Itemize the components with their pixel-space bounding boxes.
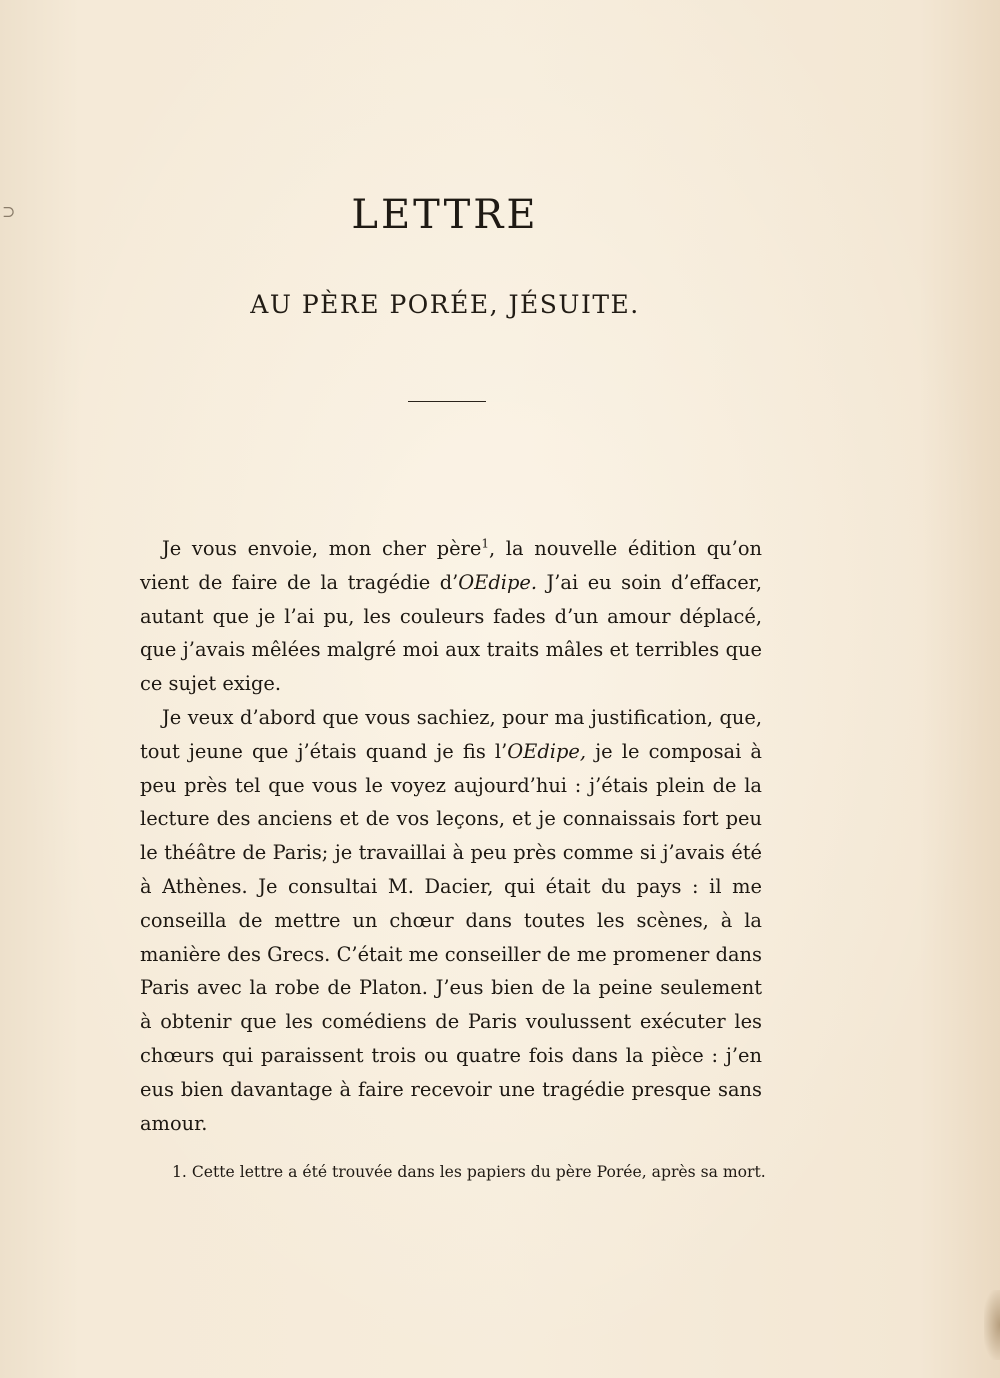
oedipe-title-italic-2: OEdipe,: [507, 739, 586, 763]
footnote: 1. Cette lettre a été trouvée dans les papiers du père Porée, après sa mort.: [172, 1163, 766, 1181]
paragraph-1-text-a: Je vous envoie, mon cher père: [162, 537, 482, 560]
paragraph-2: [140, 701, 762, 1140]
paragraph-2-text-b: je le composai à peu près tel que vous le voyez aujourd’hui : j’étais plein de la lecture des anciens et de vos leçons, et je connaissais fort peu le théâtre de Paris; je travaillai à peu près comme si j’avais été à Athènes. Je consultai M. Dacier, qui était du pays : il me conseilla de mettre un chœur dans toutes les scènes, à la manière des Grecs. C’était me conseiller de me promener dans Paris avec la robe de Platon. J’eus bien de la peine seulement à obtenir que les comédiens de Paris voulussent exécuter les chœurs qui paraissent trois ou quatre fois dans la pièce : j’en eus bien davantage à faire recevoir une tragédie presque sans amour.: [140, 739, 762, 1135]
page-edge-stain: [984, 1290, 1000, 1360]
footnote-ref: 1: [481, 536, 489, 551]
page-title: LETTRE: [351, 192, 539, 238]
paragraph-1-text-b: , la nouvelle édition qu’on vient de faire de la tragédie d’: [140, 537, 762, 594]
oedipe-title-italic: OEdipe.: [458, 570, 537, 594]
paragraph-1: [140, 532, 762, 701]
paragraph-1-text-c: J’ai eu soin d’effacer, autant que je l’ai pu, les couleurs fades d’un amour déplacé, que j’avais mêlées malgré moi aux traits mâles et terribles que ce sujet exige.: [140, 570, 762, 696]
page-subtitle: AU PÈRE PORÉE, JÉSUITE.: [250, 290, 640, 319]
letter-body: [140, 532, 762, 1140]
title-divider: [408, 401, 486, 402]
paragraph-2-text-a: Je veux d’abord que vous sachiez, pour ma justification, que, tout jeune que j’étais quand je fis l’: [140, 705, 762, 763]
margin-mark: ⊃: [2, 202, 16, 221]
